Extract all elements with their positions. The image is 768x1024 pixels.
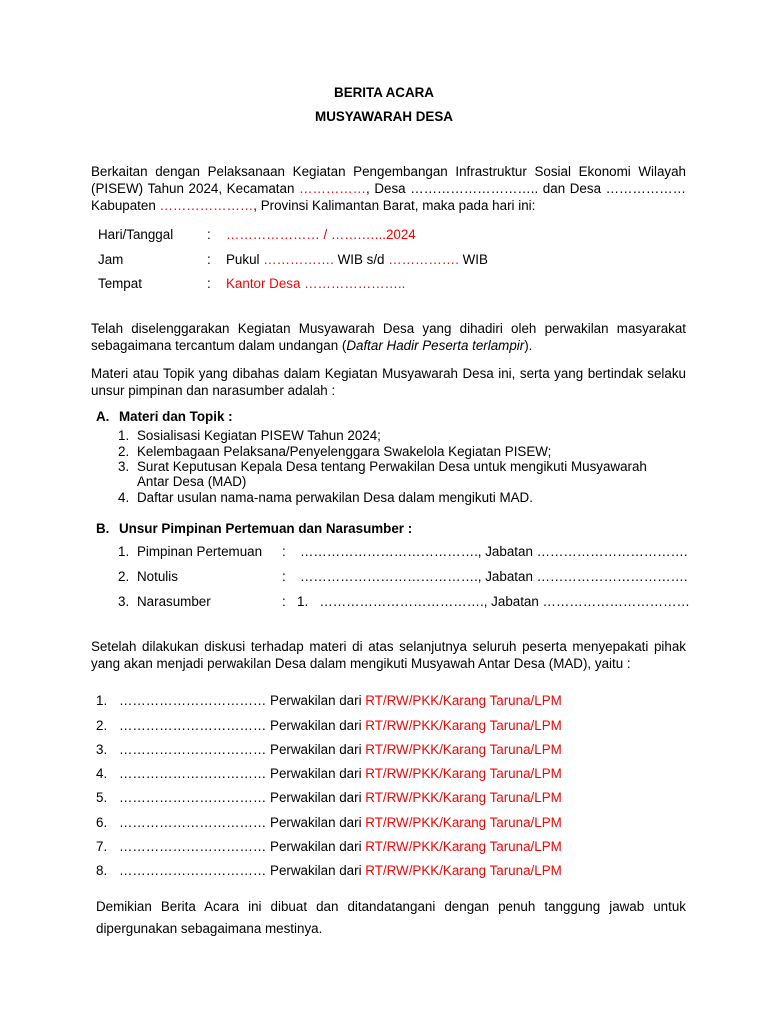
time-start-placeholder: ……………. — [263, 252, 334, 267]
role-colon: : — [282, 569, 286, 584]
intro-text-1: Berkaitan dengan Pelaksanaan Kegiatan Pengembangan Infrastruktur Sosial Ekonomi Wilayah (PISEW) Tahun 2024, Kecamatan — [91, 164, 686, 196]
closing-paragraph: Demikian Berita Acara ini dibuat dan ditandatangani dengan penuh tanggung jawab untuk dipergunakan sebagaimana mestinya. — [96, 899, 686, 936]
rep-organization: RT/RW/PKK/Karang Taruna/LPM — [365, 790, 562, 805]
rep-mid-text: Perwakilan dari — [266, 718, 366, 733]
list-item-number: 3. — [118, 459, 130, 474]
list-item: Sosialisasi Kegiatan PISEW Tahun 2024; — [137, 428, 381, 443]
rep-number: 3. — [96, 742, 108, 757]
detail-value-place: Kantor Desa ………………….. — [226, 276, 406, 291]
rep-name-placeholder: …………………………… — [119, 790, 267, 805]
list-item-number: 4. — [118, 490, 130, 505]
intro-text-3: , Provinsi Kalimantan Barat, maka pada hari ini: — [253, 198, 536, 213]
list-item: Surat Keputusan Kepala Desa tentang Perwakilan Desa untuk mengikuti Musyawarah — [137, 459, 647, 474]
detail-colon: : — [207, 276, 211, 291]
document-title: BERITA ACARA — [334, 85, 434, 100]
kecamatan-placeholder: …………… — [299, 181, 366, 196]
role-number: 2. — [118, 569, 130, 584]
held-paragraph — [91, 320, 686, 354]
detail-label-date: Hari/Tanggal — [98, 227, 174, 242]
rep-organization: RT/RW/PKK/Karang Taruna/LPM — [365, 863, 562, 878]
rep-organization: RT/RW/PKK/Karang Taruna/LPM — [365, 718, 562, 733]
role-label-speaker: Narasumber — [137, 594, 211, 609]
rep-organization: RT/RW/PKK/Karang Taruna/LPM — [365, 815, 562, 830]
role-value-speaker: 1. ………………………………., Jabatan …………………………… — [297, 594, 690, 609]
list-item — [96, 693, 562, 708]
list-item — [96, 718, 562, 733]
time-separator: WIB s/d — [333, 252, 389, 267]
held-text-1: Telah diselenggarakan Kegiatan Musyawarah Desa yang dihadiri oleh perwakilan masyarakat sebagaimana tercantum dalam undangan ( — [91, 321, 686, 353]
kabupaten-placeholder: ………………… — [159, 198, 254, 213]
list-item — [96, 815, 562, 830]
role-number: 1. — [118, 544, 130, 559]
rep-organization: RT/RW/PKK/Karang Taruna/LPM — [365, 693, 562, 708]
rep-number: 1. — [96, 693, 108, 708]
list-item-number: 1. — [118, 428, 130, 443]
section-a-letter: A. — [96, 409, 110, 424]
list-item: Kelembagaan Pelaksana/Penyelenggara Swakelola Kegiatan PISEW; — [137, 444, 552, 459]
intro-paragraph — [91, 163, 686, 214]
list-item — [96, 863, 562, 878]
role-colon: : — [282, 594, 286, 609]
rep-number: 4. — [96, 766, 108, 781]
rep-mid-text: Perwakilan dari — [266, 863, 366, 878]
detail-label-place: Tempat — [98, 276, 142, 291]
rep-name-placeholder: …………………………… — [119, 863, 267, 878]
section-b-heading: Unsur Pimpinan Pertemuan dan Narasumber : — [119, 521, 413, 536]
list-item — [96, 839, 562, 854]
rep-number: 6. — [96, 815, 108, 830]
rep-organization: RT/RW/PKK/Karang Taruna/LPM — [365, 742, 562, 757]
detail-colon: : — [207, 252, 211, 267]
rep-number: 7. — [96, 839, 108, 854]
held-text-italic: Daftar Hadir Peserta terlampir — [346, 338, 525, 353]
list-item — [96, 742, 562, 757]
section-a-heading: Materi dan Topik : — [119, 409, 233, 424]
rep-number: 2. — [96, 718, 108, 733]
role-value-notulis: …………………………………., Jabatan ……………………………. — [300, 569, 688, 584]
rep-mid-text: Perwakilan dari — [266, 742, 366, 757]
agreement-paragraph: Setelah dilakukan diskusi terhadap materi di atas selanjutnya seluruh peserta menyepakati pihak yang akan menjadi perwakilan Desa dalam mengikuti Musyawah Antar Desa (MAD), yaitu : — [91, 639, 686, 671]
time-prefix: Pukul — [226, 252, 264, 267]
list-item-number: 2. — [118, 444, 130, 459]
topic-paragraph: Materi atau Topik yang dibahas dalam Kegiatan Musyawarah Desa ini, serta yang bertindak selaku unsur pimpinan dan narasumber adalah : — [91, 366, 686, 398]
intro-text-2: , Desa ……………………….. dan Desa ………………Kabupaten — [91, 181, 686, 213]
list-item-continuation: Antar Desa (MAD) — [137, 474, 247, 489]
held-text-2: ). — [524, 338, 533, 353]
rep-name-placeholder: …………………………… — [119, 742, 267, 757]
rep-mid-text: Perwakilan dari — [266, 693, 366, 708]
rep-organization: RT/RW/PKK/Karang Taruna/LPM — [365, 766, 562, 781]
list-item — [96, 790, 562, 805]
detail-value-time — [226, 252, 488, 267]
rep-number: 8. — [96, 863, 108, 878]
rep-name-placeholder: …………………………… — [119, 815, 267, 830]
rep-organization: RT/RW/PKK/Karang Taruna/LPM — [365, 839, 562, 854]
detail-colon: : — [207, 227, 211, 242]
document-subtitle: MUSYAWARAH DESA — [315, 109, 453, 124]
detail-label-time: Jam — [98, 252, 124, 267]
time-suffix: WIB — [458, 252, 488, 267]
time-end-placeholder: ……………. — [388, 252, 459, 267]
section-b-letter: B. — [96, 521, 110, 536]
rep-name-placeholder: …………………………… — [119, 718, 267, 733]
role-label-notulis: Notulis — [137, 569, 178, 584]
role-colon: : — [282, 544, 286, 559]
role-number: 3. — [118, 594, 130, 609]
rep-number: 5. — [96, 790, 108, 805]
role-value-leader: …………………………………., Jabatan ……………………………. — [300, 544, 688, 559]
detail-value-date: ………………… / …….…...2024 — [226, 227, 416, 242]
list-item: Daftar usulan nama-nama perwakilan Desa dalam mengikuti MAD. — [137, 490, 533, 505]
rep-name-placeholder: …………………………… — [119, 766, 267, 781]
list-item — [96, 766, 562, 781]
rep-name-placeholder: …………………………… — [119, 693, 267, 708]
rep-mid-text: Perwakilan dari — [266, 815, 366, 830]
rep-name-placeholder: …………………………… — [119, 839, 267, 854]
rep-mid-text: Perwakilan dari — [266, 790, 366, 805]
rep-mid-text: Perwakilan dari — [266, 839, 366, 854]
role-label-leader: Pimpinan Pertemuan — [137, 544, 263, 559]
rep-mid-text: Perwakilan dari — [266, 766, 366, 781]
